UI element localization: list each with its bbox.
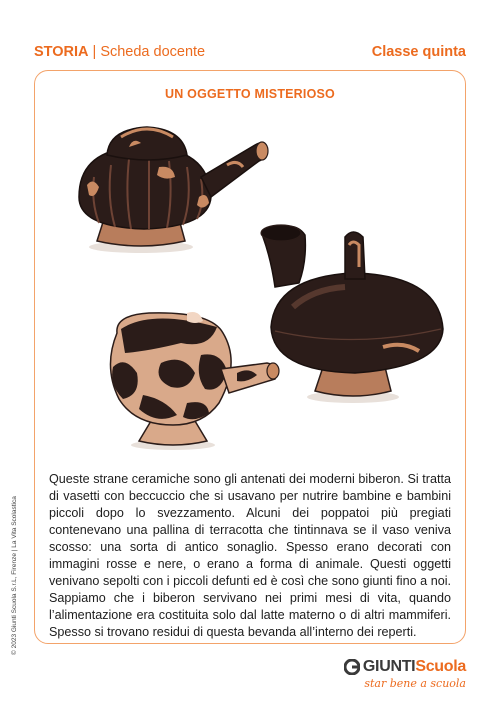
logo-name-main: GIUNTI xyxy=(362,658,416,675)
logo-wordmark xyxy=(363,658,466,676)
patchy-spouted-cup-icon xyxy=(91,303,291,453)
page-header xyxy=(34,44,466,64)
giunti-logo-icon xyxy=(344,659,360,675)
copyright-notice: © 2023 Giunti Scuola S.r.L, Firenze | La Vita Scolastica xyxy=(11,496,18,655)
publisher-logo xyxy=(344,658,466,690)
logo-tagline: star bene a scuola xyxy=(364,677,466,690)
description-paragraph: Queste strane ceramiche sono gli antenati dei moderni biberon. Si tratta di vasetti con beccuccio che si usavano per nutrire bambine e bambini piccoli dopo lo svezzamento. Alcuni dei poppatoi più pregiati contenevano una pallina di terracotta che tintinnava se il vaso veniva scosso: una sorta di antico sonaglio. Spesso erano decorati con immagini rosse e nere, o erano a forma di animale. Questi oggetti venivano sepolti con i piccoli defunti ed è così che sono giunti fino a noi. Sappiamo che i biberon servivano nei primi mesi di vita, quando l’alimentazione era costituita solo dal latte materno o di altri mammiferi. Spesso si trovano residui di questa bevanda all’interno dei reperti. xyxy=(49,471,451,639)
header-subject xyxy=(34,44,205,60)
subject-label: STORIA xyxy=(34,44,89,60)
grade-label: Classe quinta xyxy=(371,44,466,60)
header-separator: | xyxy=(92,44,97,60)
logo-name-accent: Scuola xyxy=(415,658,466,675)
content-card xyxy=(34,70,466,644)
card-title: UN OGGETTO MISTERIOSO xyxy=(165,87,335,101)
ribbed-spouted-feeder-icon xyxy=(49,107,279,257)
section-label: Scheda docente xyxy=(100,44,206,60)
